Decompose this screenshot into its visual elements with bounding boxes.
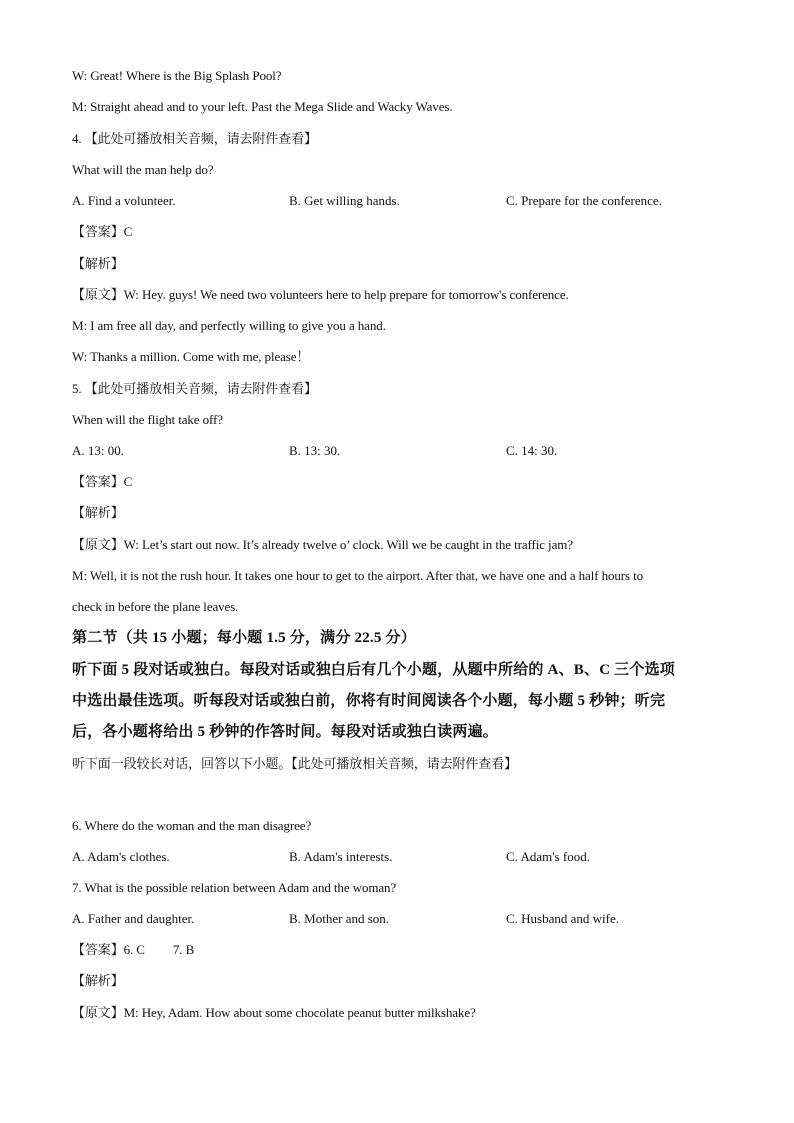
listening-prompt[interactable]: 听下面一段较长对话，回答以下小题。【此处可播放相关音频，请去附件查看】 bbox=[72, 756, 518, 771]
option-a: A. Find a volunteer. bbox=[72, 193, 176, 208]
option-c: C. Husband and wife. bbox=[506, 911, 620, 926]
option-c: C. Adam's food. bbox=[506, 849, 590, 864]
option-b: B. Adam's interests. bbox=[289, 849, 393, 864]
section-2-instructions: 中选出最佳选项。听每段对话或独白前，你将有时间阅读各个小题，每小题 5 秒钟；听完 bbox=[72, 693, 666, 709]
section-2-instructions: 听下面 5 段对话或独白。每段对话或独白后有几个小题，从题中所给的 A、B、C 三个选项 bbox=[72, 662, 675, 678]
transcript-line: 【原文】W: Hey. guys! We need two volunteers here to help prepare for tomorrow's conference. bbox=[72, 287, 569, 302]
transcript-line: M: I am free all day, and perfectly willing to give you a hand. bbox=[72, 318, 386, 333]
question-7-text: 7. What is the possible relation between Adam and the woman? bbox=[72, 880, 397, 895]
answer-label: 【答案】C bbox=[72, 474, 133, 489]
option-a: A. 13: 00. bbox=[72, 443, 124, 458]
question-4-heading[interactable]: 4. 【此处可播放相关音频，请去附件查看】 bbox=[72, 131, 317, 146]
transcript-line: 【原文】W: Let’s start out now. It’s already twelve o’ clock. Will we be caught in the traffic jam? bbox=[72, 537, 573, 552]
transcript-line: check in before the plane leaves. bbox=[72, 599, 239, 614]
answer-label: 【答案】C bbox=[72, 224, 133, 239]
option-b: B. 13: 30. bbox=[289, 443, 341, 458]
option-c: C. Prepare for the conference. bbox=[506, 193, 662, 208]
section-2-title: 第二节（共 15 小题；每小题 1.5 分，满分 22.5 分） bbox=[72, 630, 416, 646]
section-2-instructions: 后，各小题将给出 5 秒钟的作答时间。每段对话或独白读两遍。 bbox=[72, 724, 499, 740]
question-6-text: 6. Where do the woman and the man disagree? bbox=[72, 818, 312, 833]
question-5-heading[interactable]: 5. 【此处可播放相关音频，请去附件查看】 bbox=[72, 381, 317, 396]
transcript-line: M: Well, it is not the rush hour. It takes one hour to get to the airport. After that, we have one and a half hours to bbox=[72, 568, 644, 583]
option-a: A. Adam's clothes. bbox=[72, 849, 170, 864]
dialogue-line: M: Straight ahead and to your left. Past the Mega Slide and Wacky Waves. bbox=[72, 99, 453, 114]
dialogue-line: W: Great! Where is the Big Splash Pool? bbox=[72, 68, 282, 83]
answer-6: 6. C bbox=[123, 942, 145, 957]
transcript-line: W: Thanks a million. Come with me, please！ bbox=[72, 349, 310, 364]
option-a: A. Father and daughter. bbox=[72, 911, 195, 926]
question-4-text: What will the man help do? bbox=[72, 162, 214, 177]
answer-7: 7. B bbox=[172, 942, 195, 957]
option-b: B. Mother and son. bbox=[289, 911, 390, 926]
option-c: C. 14: 30. bbox=[506, 443, 558, 458]
option-b: B. Get willing hands. bbox=[289, 193, 400, 208]
analysis-label: 【解析】 bbox=[72, 256, 124, 271]
transcript-line: 【原文】M: Hey, Adam. How about some chocolate peanut butter milkshake? bbox=[72, 1005, 476, 1020]
analysis-label: 【解析】 bbox=[72, 973, 124, 988]
question-5-text: When will the flight take off? bbox=[72, 412, 223, 427]
answer-label: 【答案】 bbox=[72, 942, 124, 957]
analysis-label: 【解析】 bbox=[72, 505, 124, 520]
answer-line bbox=[72, 942, 194, 958]
